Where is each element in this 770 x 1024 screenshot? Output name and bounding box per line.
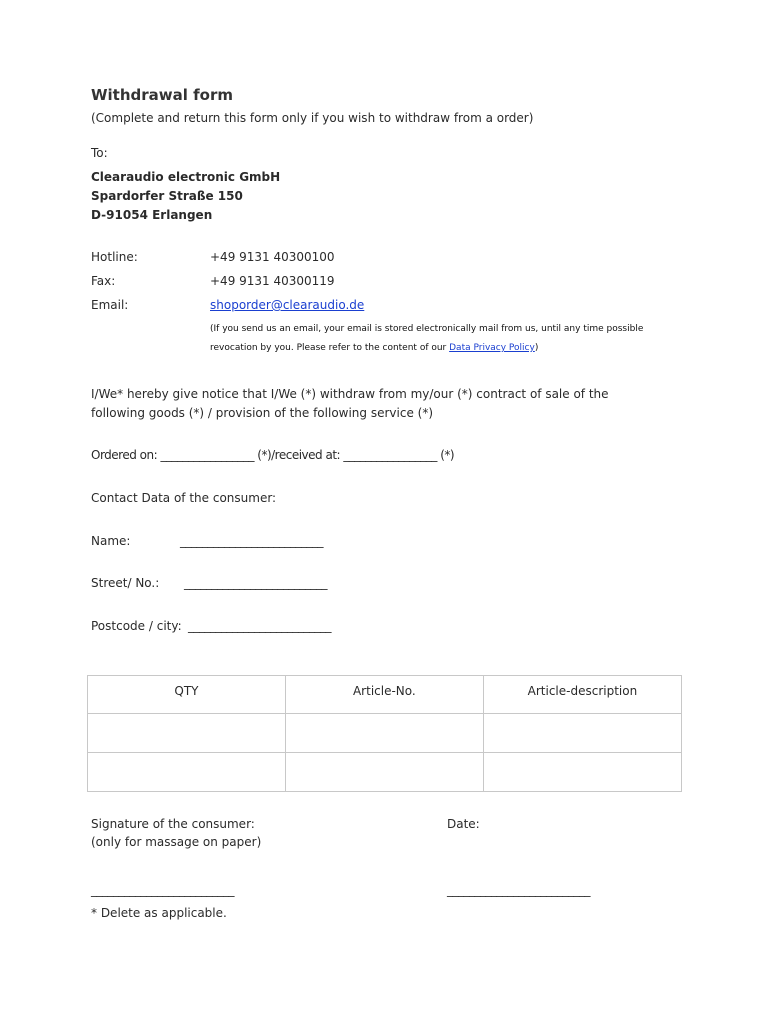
recipient-city: D-91054 Erlangen	[91, 208, 213, 222]
date-blank-line: __________________________	[447, 883, 590, 897]
recipient-company: Clearaudio electronic GmbH	[91, 170, 281, 184]
article-description-cell	[483, 753, 681, 792]
email-label: Email:	[91, 298, 129, 312]
data-privacy-policy-link[interactable]: Data Privacy Policy	[449, 343, 535, 353]
signature-blank-line: __________________________	[91, 883, 234, 897]
article-no-cell	[285, 753, 483, 792]
to-label: To:	[91, 146, 108, 160]
form-subtitle: (Complete and return this form only if you wish to withdraw from a order)	[91, 111, 534, 125]
form-title: Withdrawal form	[91, 86, 233, 104]
postcode-city-blank-line: __________________________	[188, 619, 331, 633]
footnote: * Delete as applicable.	[91, 906, 227, 920]
name-label: Name:	[91, 534, 131, 548]
privacy-note-suffix: )	[534, 343, 539, 353]
privacy-note	[210, 343, 538, 353]
recipient-street: Spardorfer Straße 150	[91, 189, 243, 203]
hotline-value: +49 9131 40300100	[210, 250, 335, 264]
street-label: Street/ No.:	[91, 576, 160, 590]
article-description-column-header: Article-description	[483, 676, 681, 714]
table-row	[88, 714, 682, 753]
hotline-label: Hotline:	[91, 250, 138, 264]
qty-cell	[88, 714, 286, 753]
date-label: Date:	[447, 817, 480, 831]
article-no-column-header: Article-No.	[285, 676, 483, 714]
email-storage-note: (If you send us an email, your email is stored electronically mail from us, until any time possible	[210, 324, 644, 334]
postcode-city-label: Postcode / city:	[91, 619, 182, 633]
articles-table	[87, 675, 682, 792]
privacy-note-prefix: revocation by you. Please refer to the content of our	[210, 343, 450, 353]
signature-note: (only for massage on paper)	[91, 835, 262, 849]
withdrawal-notice-line-1: I/We* hereby give notice that I/We (*) withdraw from my/our (*) contract of sale of the	[91, 387, 609, 401]
email-link[interactable]: shoporder@clearaudio.de	[210, 298, 365, 312]
fax-value: +49 9131 40300119	[210, 274, 335, 288]
consumer-data-heading: Contact Data of the consumer:	[91, 491, 277, 505]
signature-label: Signature of the consumer:	[91, 817, 255, 831]
name-blank-line: __________________________	[180, 534, 323, 548]
article-description-cell	[483, 714, 681, 753]
qty-column-header: QTY	[88, 676, 286, 714]
fax-label: Fax:	[91, 274, 116, 288]
table-row	[88, 753, 682, 792]
articles-table-header-row	[88, 676, 682, 714]
ordered-received-line: Ordered on: _________________ (*)/received at: _________________ (*)	[91, 448, 455, 462]
street-blank-line: __________________________	[184, 576, 327, 590]
qty-cell	[88, 753, 286, 792]
withdrawal-notice-line-2: following goods (*) / provision of the following service (*)	[91, 406, 434, 420]
article-no-cell	[285, 714, 483, 753]
